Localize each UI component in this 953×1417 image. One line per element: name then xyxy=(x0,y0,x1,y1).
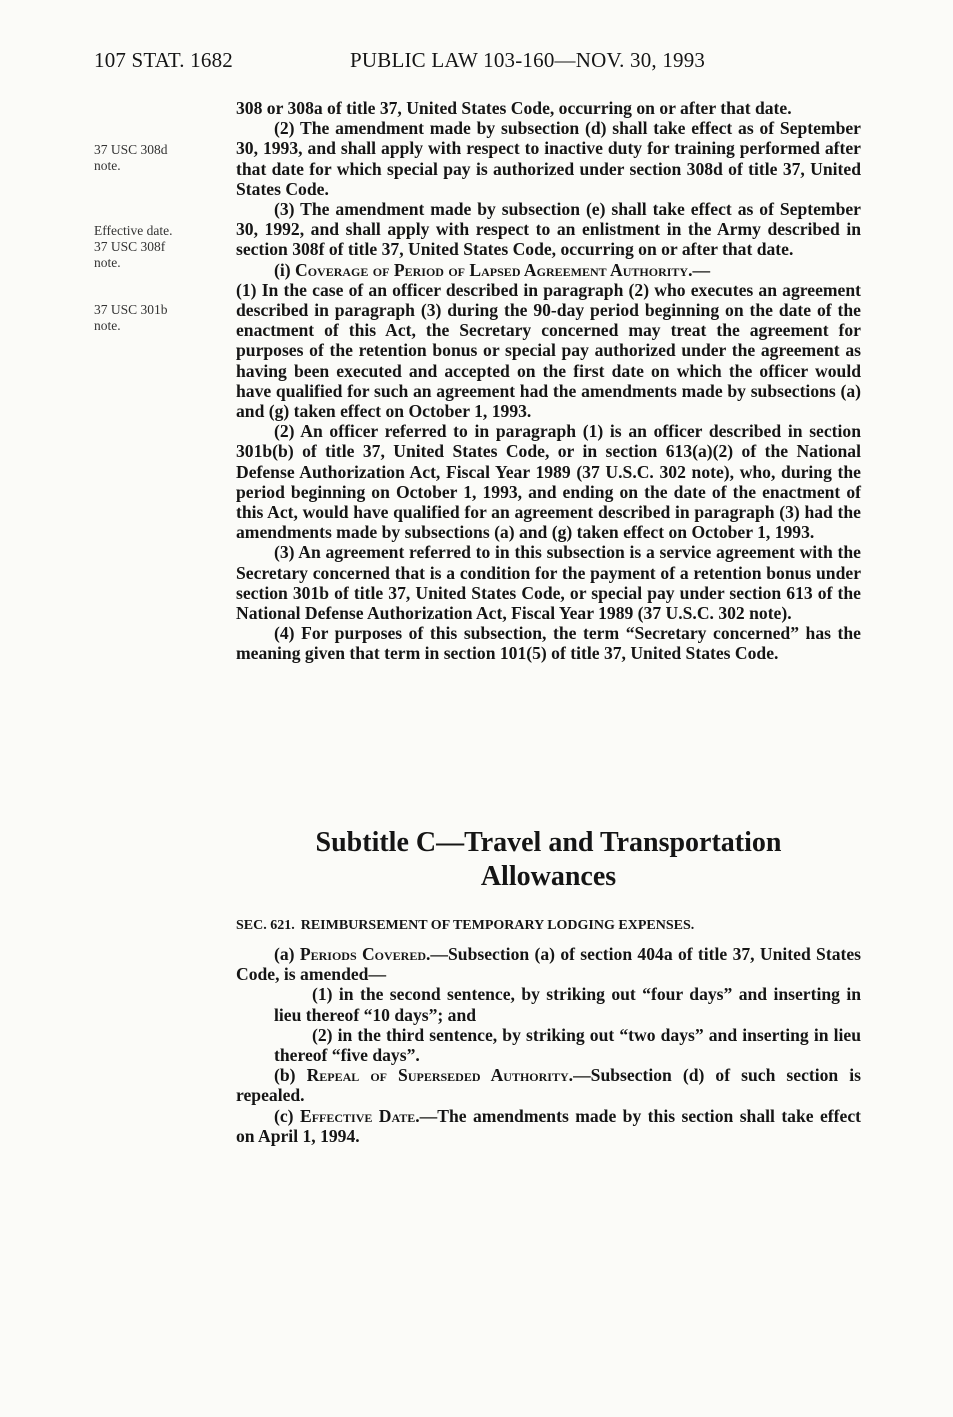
section-heading: SEC. 621. REIMBURSEMENT OF TEMPORARY LODGING EXPENSES. xyxy=(236,918,695,933)
subsection-a: (a) Periods Covered.—Subsection (a) of section 404a of title 37, United States Code, is amended— xyxy=(236,944,862,985)
paragraph: (1) In the case of an officer described in paragraph (2) who executes an agreement described in paragraph (3) during the 90-day period beginning on the date of the enactment of this Act, the Secretary concerned may treat the agreement for purposes of the retention bonus or special pay authorized under the agreement as having been executed and accepted on the first date on which the officer would have qualified for such an agreement had the amendments made by subsections (a) and (g) taken effect on October 1, 1993. xyxy=(236,279,861,422)
subsection-b: (b) Repeal of Superseded Authority.—Subsection (d) of such section is repealed. xyxy=(236,1065,861,1106)
paragraph: (2) in the third sentence, by striking out “two days” and inserting in lieu thereof “five days”. xyxy=(274,1024,861,1066)
margin-note: Effective date. 37 USC 308f note. xyxy=(94,223,173,270)
paragraph: (4) For purposes of this subsection, the term “Secretary concerned” has the meaning given that term in section 101(5) of title 37, United States Code. xyxy=(236,623,861,664)
margin-note: 37 USC 308d note. xyxy=(94,142,168,173)
paragraph: (2) The amendment made by subsection (d) shall take effect as of September 30, 1993, and shall apply with respect to inactive duty for training performed after that date for which special pay is authorized under section 308d of title 37, United States Code. xyxy=(236,118,861,199)
paragraph: (1) in the second sentence, by striking out “four days” and inserting in lieu thereof “10 days”; and xyxy=(274,984,861,1025)
paragraph: (2) An officer referred to in paragraph (1) is an officer described in section 301b(b) of title 37, United States Code, or in section 613(a)(2) of the National Defense Authorization Act, Fiscal Year 1989 (37 U.S.C. 302 note), who, during the period beginning on October 1, 1993, and ending on the date of the enactment of this Act, would have qualified for an agreement described in paragraph (3) had the amendments made by subsections (a) and (g) taken effect on October 1, 1993. xyxy=(236,421,861,543)
section-body xyxy=(236,944,861,1146)
paragraph: 308 or 308a of title 37, United States Code, occurring on or after that date. xyxy=(236,98,792,118)
margin-note: 37 USC 301b note. xyxy=(94,302,168,333)
body-text xyxy=(236,98,861,664)
page-header xyxy=(94,48,874,78)
subtitle-heading: Subtitle C—Travel and Transportation Allowances xyxy=(315,827,782,892)
law-citation: PUBLIC LAW 103-160—NOV. 30, 1993 xyxy=(350,48,706,72)
paragraph: (3) The amendment made by subsection (e) shall take effect as of September 30, 1992, and shall apply with respect to an enlistment in the Army described in section 308f of title 37, United States Code, occurring on or after that date. xyxy=(236,199,861,260)
subsection-c: (c) Effective Date.—The amendments made by this section shall take effect on April 1, 1994. xyxy=(236,1105,861,1146)
paragraph: (3) An agreement referred to in this subsection is a service agreement with the Secretary concerned that is a condition for the payment of a retention bonus under section 301b of title 37, United States Code, or special pay under section 613 of the National Defense Authorization Act, Fiscal Year 1989 (37 U.S.C. 302 note). xyxy=(236,542,861,624)
subsection-heading-i: (i) Coverage of Period of Lapsed Agreement Authority.— xyxy=(274,259,711,280)
page-number: 107 STAT. 1682 xyxy=(94,48,233,72)
